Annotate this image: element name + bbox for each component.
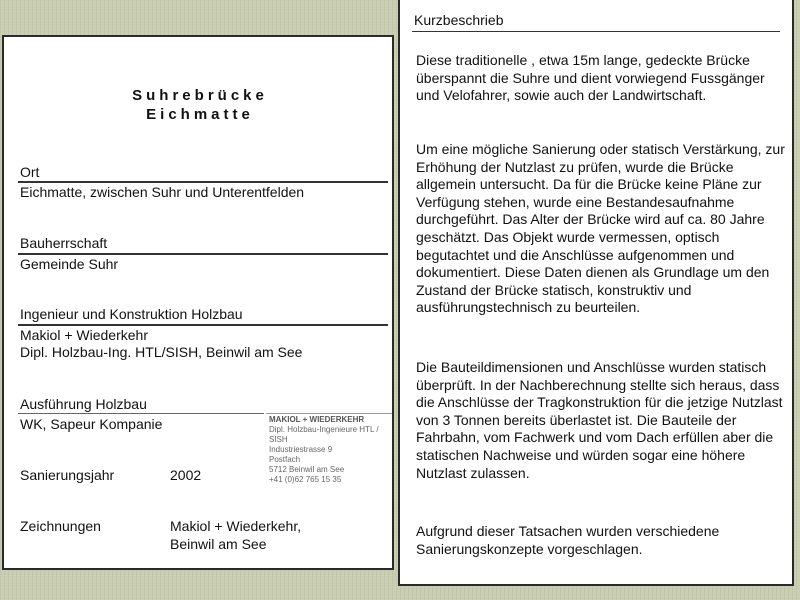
firm-stamp-line: Industriestrasse 9: [269, 445, 333, 454]
firm-stamp-line: +41 (0)62 765 15 35: [269, 475, 342, 484]
firm-stamp-line: 5712 Beinwil am See: [269, 465, 345, 474]
title-bridge-name: Suhrebrücke: [132, 87, 268, 104]
ausfuehrung-label: Ausführung Holzbau: [20, 396, 147, 412]
zeichnungen-value-name: Makiol + Wiederkehr,: [170, 518, 302, 534]
summary-paragraph-4: Aufgrund dieser Tatsachen wurden verschiedene Sanierungskonzepte vorgeschlagen.: [416, 523, 720, 557]
divider: [412, 31, 780, 32]
ausfuehrung-value: WK, Sapeur Kompanie: [20, 416, 163, 432]
summary-card: [398, 0, 794, 586]
firm-stamp-line: SISH: [269, 435, 288, 444]
divider: [18, 413, 264, 414]
ingenieur-value-title: Dipl. Holzbau-Ing. HTL/SISH, Beinwil am See: [20, 344, 303, 360]
bauherrschaft-label: Bauherrschaft: [20, 235, 108, 251]
ort-label: Ort: [20, 164, 40, 180]
bauherrschaft-value: Gemeinde Suhr: [20, 256, 119, 272]
project-info-card: [2, 35, 394, 570]
ort-value: Eichmatte, zwischen Suhr und Unterentfelden: [20, 184, 305, 200]
firm-stamp: [269, 415, 394, 485]
sanierungsjahr-value: 2002: [170, 467, 202, 483]
sanierungsjahr-label: Sanierungsjahr: [20, 467, 115, 483]
divider: [18, 181, 388, 183]
zeichnungen-value-place: Beinwil am See: [170, 536, 267, 552]
title-location-name: Eichmatte: [146, 106, 254, 123]
firm-stamp-line: Postfach: [269, 455, 301, 464]
summary-heading: Kurzbeschrieb: [414, 12, 504, 28]
summary-paragraph-2: Um eine mögliche Sanierung oder statisch Verstärkung, zur Erhöhung der Nutzlast zu prüfen, wurde die Brücke allgemein untersucht. Da für die Brücke keine Pläne zur Verfügung stehen, wurde eine Bestandesaufnahme durchgeführt. Das Alter der Brücke wird auf ca. 80 Jahre geschätzt. Das Objekt wurde vermessen, optisch begutachtet und die Anschlüsse aufgenommen und dokumentiert. Diese Daten dienen als Grundlage um den Zustand der Brücke statisch, konstruktiv und ausführungstechnisch zu beurteilen.: [416, 141, 785, 316]
divider: [18, 253, 388, 255]
summary-paragraph-1: Diese traditionelle , etwa 15m lange, gedeckte Brücke überspannt die Suhre und dient vorwiegend Fussgänger und Velofahrer, sowie auch der Landwirtschaft.: [416, 52, 765, 104]
zeichnungen-label: Zeichnungen: [20, 518, 101, 534]
firm-stamp-name: MAKIOL + WIEDERKEHR: [269, 415, 365, 424]
ingenieur-label: Ingenieur und Konstruktion Holzbau: [20, 306, 243, 322]
divider: [266, 413, 392, 414]
divider: [18, 324, 388, 326]
ingenieur-value-name: Makiol + Wiederkehr: [20, 327, 148, 343]
summary-paragraph-3: Die Bauteildimensionen und Anschlüsse wurden statisch überprüft. In der Nachberechnung stellte sich heraus, dass die Anschlüsse der Tragkonstruktion für die jetzige Nutzlast von 3 Tonnen bereits überlastet ist. Die Bauteile der Fahrbahn, vom Fachwerk und vom Dach erfüllen aber die statischen Nachweise und würden sogar eine höhere Nutzlast zulassen.: [416, 359, 783, 481]
firm-stamp-line: Dipl. Holzbau-Ingenieure HTL /: [269, 425, 379, 434]
